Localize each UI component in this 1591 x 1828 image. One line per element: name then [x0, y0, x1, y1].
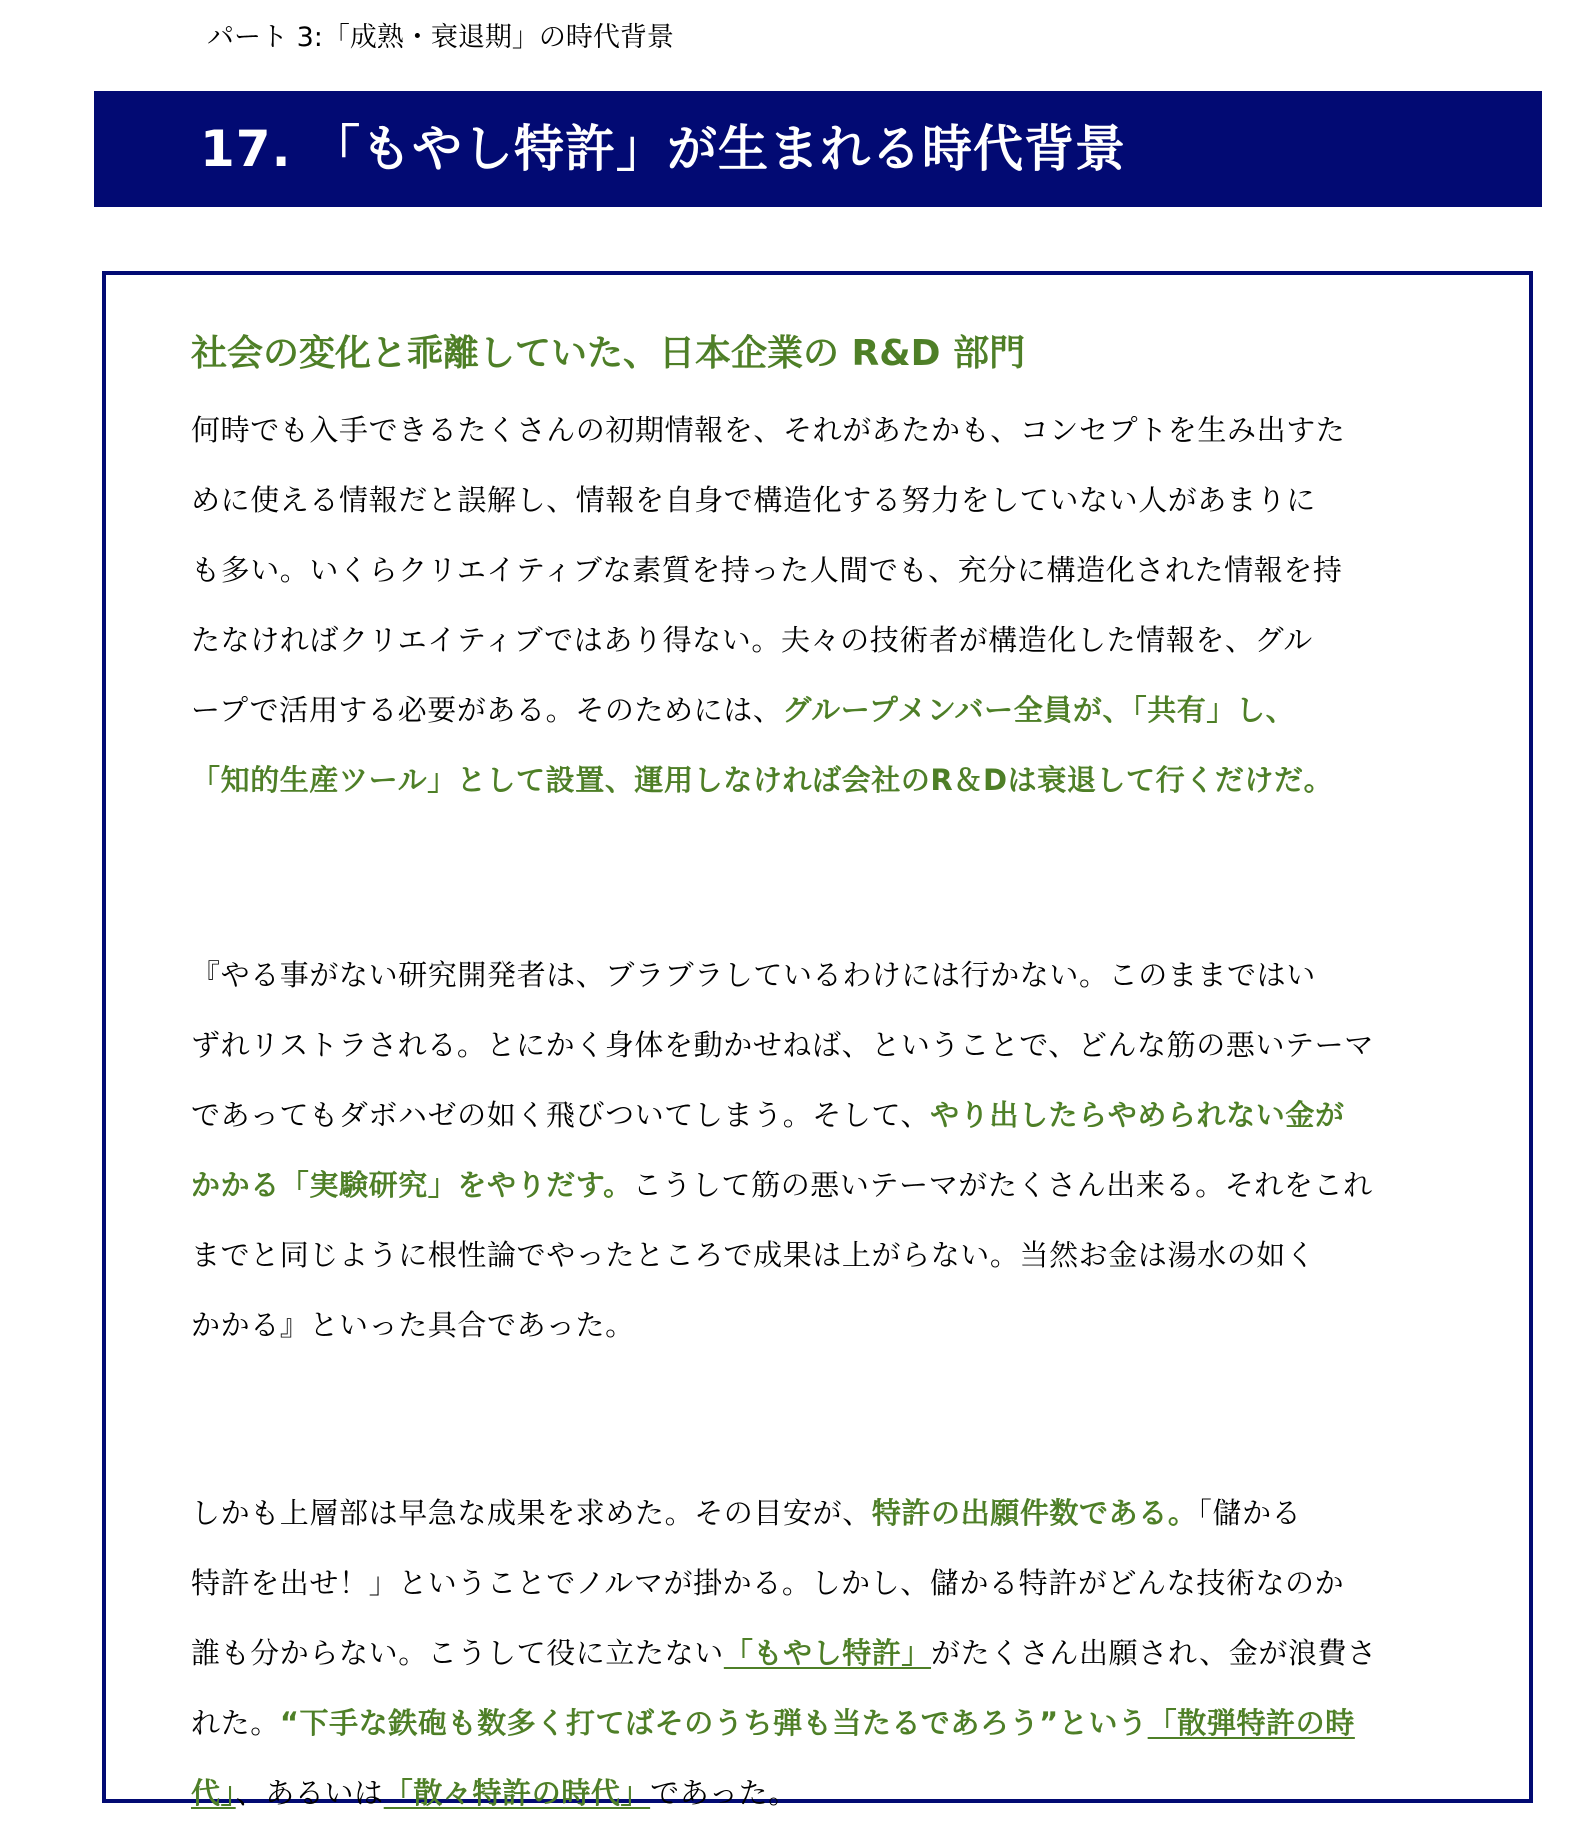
page-title: 17. 「もやし特許」が生まれる時代背景	[200, 120, 1126, 178]
paragraph-line	[191, 465, 1391, 535]
body-text: かかる』といった具合であった。	[191, 1308, 635, 1342]
paragraph-line	[191, 1080, 1391, 1150]
body-text: も多い。いくらクリエイティブな素質を持った人間でも、充分に構造化された情報を持	[191, 553, 1343, 587]
paragraph-line	[191, 940, 1391, 1010]
paragraph-line	[191, 605, 1391, 675]
emphasis-text: “下手な鉄砲も数多く打てばそのうち弾も当たるであろう”という	[279, 1706, 1148, 1740]
emphasis-underlined-text: 「もやし特許」	[723, 1636, 932, 1670]
emphasis-underlined-text: 代」	[191, 1776, 236, 1810]
body-text: めに使える情報だと誤解し、情報を自身で構造化する努力をしていない人があまりに	[191, 483, 1316, 517]
body-text: であった。	[650, 1776, 798, 1810]
paragraph-line	[191, 1618, 1391, 1688]
emphasis-text: 「知的生産ツール」として設置、運用しなければ会社のR＆Dは衰退して行くだけだ。	[191, 763, 1334, 797]
paragraph-line	[191, 395, 1391, 465]
body-text: であってもダボハゼの如く飛びついてしまう。そして、	[191, 1098, 931, 1132]
body-text: 誰も分からない。こうして役に立たない	[191, 1636, 724, 1670]
body-text: しかも上層部は早急な成果を求めた。その目安が、	[191, 1496, 872, 1530]
body-text: ずれリストラされる。とにかく身体を動かせねば、ということで、どんな筋の悪いテーマ	[191, 1028, 1374, 1062]
emphasis-text: かかる「実験研究」をやりだす。	[191, 1168, 633, 1202]
body-text: 『やる事がない研究開発者は、ブラブラしているわけには行かない。このままではい	[191, 958, 1316, 992]
emphasis-text: グループメンバー全員が、「共有」し、	[782, 693, 1296, 727]
paragraph-line	[191, 1688, 1391, 1758]
paragraph-line	[191, 745, 1391, 815]
body-text: 何時でも入手できるたくさんの初期情報を、それがあたかも、コンセプトを生み出すた	[191, 413, 1346, 447]
paragraph-1	[191, 395, 1391, 815]
section-subheading: 社会の変化と乖離していた、日本企業の R&D 部門	[191, 333, 1026, 374]
body-text: 、あるいは	[235, 1776, 384, 1810]
emphasis-underlined-text: 「散弾特許の時	[1147, 1706, 1355, 1740]
emphasis-text: やり出したらやめられない金が	[930, 1098, 1345, 1132]
body-text: 「儲かる	[1197, 1496, 1302, 1530]
body-text: れた。	[191, 1706, 280, 1740]
emphasis-text: 特許の出願件数である。	[871, 1496, 1198, 1530]
body-text: がたくさん出願され、金が浪費さ	[931, 1636, 1377, 1670]
paragraph-line	[191, 1010, 1391, 1080]
body-text: までと同じように根性論でやったところで成果は上がらない。当然お金は湯水の如く	[191, 1238, 1316, 1272]
body-text: 特許を出せ！」ということでノルマが掛かる。しかし、儲かる特許がどんな技術なのか	[191, 1566, 1345, 1600]
body-text: こうして筋の悪いテーマがたくさん出来る。それをこれ	[632, 1168, 1373, 1202]
title-bar	[94, 91, 1542, 207]
paragraph-line	[191, 1548, 1391, 1618]
content-box	[102, 271, 1533, 1810]
paragraph-line	[191, 1478, 1391, 1548]
paragraph-line	[191, 1220, 1391, 1290]
paragraph-line	[191, 1290, 1391, 1360]
body-text: ープで活用する必要がある。そのためには、	[191, 693, 783, 727]
body-text: たなければクリエイティブではあり得ない。夫々の技術者が構造化した情報を、グル	[191, 623, 1313, 657]
paragraph-line	[191, 535, 1391, 605]
paragraph-3	[191, 1478, 1391, 1828]
part-label: パート 3:「成熟・衰退期」の時代背景	[207, 22, 674, 53]
paragraph-2	[191, 940, 1391, 1360]
emphasis-underlined-text: 「散々特許の時代」	[383, 1776, 651, 1810]
paragraph-line	[191, 1758, 1391, 1828]
paragraph-line	[191, 675, 1391, 745]
paragraph-line	[191, 1150, 1391, 1220]
